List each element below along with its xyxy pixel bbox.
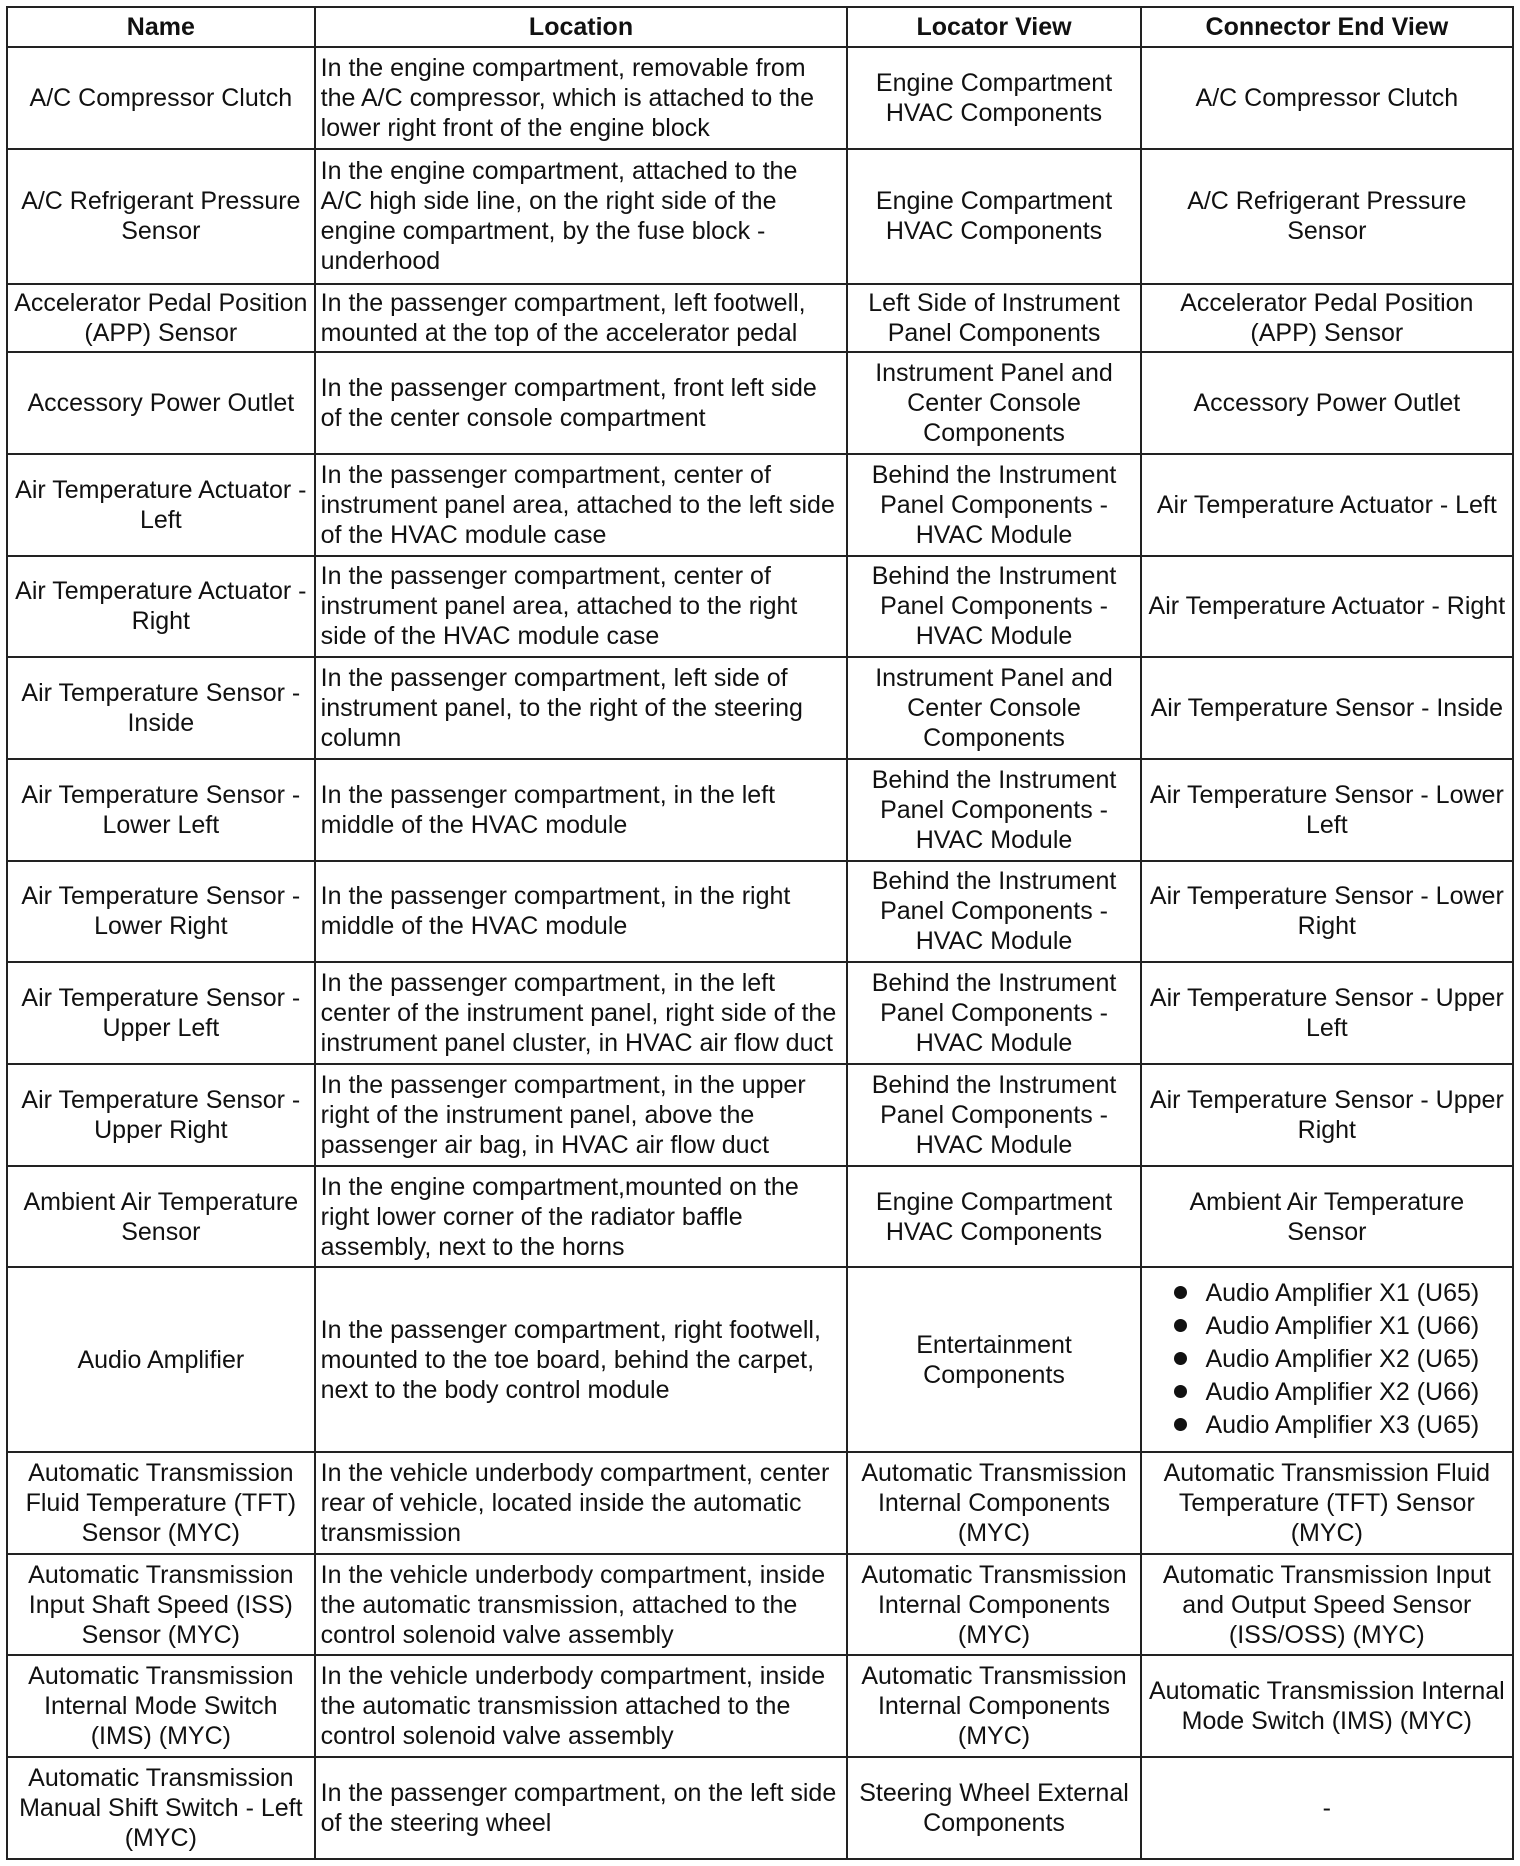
- component-name: Ambient Air Temperature Sensor: [7, 1166, 315, 1268]
- component-location: In the passenger compartment, center of instrument panel area, attached to the left side of the HVAC module case: [315, 454, 848, 556]
- connector-label: Ambient Air Temperature Sensor: [1189, 1187, 1465, 1246]
- bullet-icon: [1174, 1385, 1187, 1398]
- header-row: [7, 7, 1513, 47]
- locator-view: Behind the Instrument Panel Components - HVAC Module: [847, 556, 1140, 658]
- connector-end-view: [1141, 1166, 1513, 1268]
- component-name: Accelerator Pedal Position (APP) Sensor: [7, 284, 315, 353]
- locator-view: Behind the Instrument Panel Components - HVAC Module: [847, 454, 1140, 556]
- component-name: A/C Compressor Clutch: [7, 47, 315, 149]
- table-row: [7, 284, 1513, 353]
- connector-list-item: [1174, 1409, 1479, 1442]
- component-location: In the engine compartment, removable from the A/C compressor, which is attached to the lower right front of the engine block: [315, 47, 848, 149]
- connector-label: Automatic Transmission Fluid Temperature (TFT) Sensor (MYC): [1163, 1458, 1491, 1547]
- header-location: Location: [315, 7, 848, 47]
- bullet-icon: [1174, 1319, 1187, 1332]
- table-row: [7, 861, 1513, 963]
- connector-label: Audio Amplifier X2 (U66): [1205, 1378, 1480, 1407]
- table-row: [7, 962, 1513, 1064]
- table-row: [7, 1554, 1513, 1656]
- connector-end-view: [1141, 1757, 1513, 1859]
- locator-view: Instrument Panel and Center Console Components: [847, 657, 1140, 759]
- connector-label: Audio Amplifier X1 (U66): [1205, 1312, 1480, 1341]
- locator-view: Behind the Instrument Panel Components - HVAC Module: [847, 962, 1140, 1064]
- connector-label: A/C Compressor Clutch: [1195, 83, 1459, 112]
- connector-list-item: [1174, 1277, 1479, 1310]
- component-location: In the passenger compartment, center of instrument panel area, attached to the right side of the HVAC module case: [315, 556, 848, 658]
- connector-end-view: [1141, 47, 1513, 149]
- table-row: [7, 352, 1513, 454]
- locator-view: Engine Compartment HVAC Components: [847, 47, 1140, 149]
- table-row: [7, 1655, 1513, 1757]
- table-row: [7, 759, 1513, 861]
- locator-view: Engine Compartment HVAC Components: [847, 149, 1140, 284]
- table-row: [7, 454, 1513, 556]
- connector-list-item: [1174, 1376, 1479, 1409]
- component-locator-table: [6, 6, 1514, 1860]
- locator-view: Automatic Transmission Internal Components (MYC): [847, 1655, 1140, 1757]
- connector-end-view: [1141, 454, 1513, 556]
- table-row: [7, 1757, 1513, 1859]
- component-name: Air Temperature Sensor - Inside: [7, 657, 315, 759]
- connector-end-view: [1141, 149, 1513, 284]
- connector-list: [1174, 1277, 1479, 1442]
- locator-view: Engine Compartment HVAC Components: [847, 1166, 1140, 1268]
- component-name: Air Temperature Sensor - Upper Right: [7, 1064, 315, 1166]
- locator-view: Automatic Transmission Internal Components (MYC): [847, 1452, 1140, 1554]
- connector-label: -: [1322, 1794, 1331, 1823]
- locator-view: Automatic Transmission Internal Components (MYC): [847, 1554, 1140, 1656]
- table-row: [7, 149, 1513, 284]
- connector-end-view: [1141, 1655, 1513, 1757]
- connector-label: Accelerator Pedal Position (APP) Sensor: [1180, 288, 1474, 347]
- connector-label: Air Temperature Sensor - Lower Left: [1149, 780, 1504, 839]
- locator-view: Instrument Panel and Center Console Components: [847, 352, 1140, 454]
- connector-label: Automatic Transmission Internal Mode Switch (IMS) (MYC): [1148, 1677, 1505, 1736]
- component-location: In the engine compartment,mounted on the right lower corner of the radiator baffle assembly, next to the horns: [315, 1166, 848, 1268]
- component-location: In the vehicle underbody compartment, inside the automatic transmission, attached to the control solenoid valve assembly: [315, 1554, 848, 1656]
- component-name: A/C Refrigerant Pressure Sensor: [7, 149, 315, 284]
- component-location: In the passenger compartment, in the left center of the instrument panel, right side of the instrument panel cluster, in HVAC air flow duct: [315, 962, 848, 1064]
- component-name: Air Temperature Actuator - Right: [7, 556, 315, 658]
- component-name: Air Temperature Sensor - Lower Left: [7, 759, 315, 861]
- component-location: In the vehicle underbody compartment, inside the automatic transmission attached to the control solenoid valve assembly: [315, 1655, 848, 1757]
- component-location: In the passenger compartment, left footwell, mounted at the top of the accelerator pedal: [315, 284, 848, 353]
- component-name: Accessory Power Outlet: [7, 352, 315, 454]
- component-name: Air Temperature Actuator - Left: [7, 454, 315, 556]
- table-row: [7, 556, 1513, 658]
- connector-label: Air Temperature Actuator - Left: [1156, 490, 1497, 519]
- connector-end-view: [1141, 657, 1513, 759]
- component-name: Air Temperature Sensor - Lower Right: [7, 861, 315, 963]
- bullet-icon: [1174, 1418, 1187, 1431]
- connector-label: Audio Amplifier X2 (U65): [1205, 1345, 1480, 1374]
- connector-end-view: [1141, 759, 1513, 861]
- locator-view: Behind the Instrument Panel Components - HVAC Module: [847, 1064, 1140, 1166]
- connector-label: A/C Refrigerant Pressure Sensor: [1187, 187, 1467, 246]
- connector-label: Audio Amplifier X1 (U65): [1205, 1279, 1480, 1308]
- locator-view: Left Side of Instrument Panel Components: [847, 284, 1140, 353]
- connector-end-view: [1141, 1554, 1513, 1656]
- connector-end-view: [1141, 962, 1513, 1064]
- component-name: Automatic Transmission Input Shaft Speed (ISS) Sensor (MYC): [7, 1554, 315, 1656]
- locator-view: Behind the Instrument Panel Components - HVAC Module: [847, 861, 1140, 963]
- locator-view: Behind the Instrument Panel Components - HVAC Module: [847, 759, 1140, 861]
- locator-view: Entertainment Components: [847, 1267, 1140, 1452]
- connector-end-view: [1141, 284, 1513, 353]
- table-row: [7, 1267, 1513, 1452]
- connector-list-item: [1174, 1310, 1479, 1343]
- connector-end-view: [1141, 352, 1513, 454]
- component-name: Audio Amplifier: [7, 1267, 315, 1452]
- component-location: In the passenger compartment, on the left side of the steering wheel: [315, 1757, 848, 1859]
- component-location: In the passenger compartment, front left side of the center console compartment: [315, 352, 848, 454]
- connector-label: Air Temperature Actuator - Right: [1148, 592, 1506, 621]
- connector-label: Air Temperature Sensor - Upper Left: [1149, 984, 1504, 1043]
- locator-view: Steering Wheel External Components: [847, 1757, 1140, 1859]
- bullet-icon: [1174, 1286, 1187, 1299]
- component-name: Automatic Transmission Internal Mode Switch (IMS) (MYC): [7, 1655, 315, 1757]
- table-row: [7, 47, 1513, 149]
- connector-label: Audio Amplifier X3 (U65): [1205, 1411, 1480, 1440]
- table-body: [7, 47, 1513, 1859]
- table-row: [7, 1452, 1513, 1554]
- table-row: [7, 1064, 1513, 1166]
- component-name: Air Temperature Sensor - Upper Left: [7, 962, 315, 1064]
- connector-list-item: [1174, 1343, 1479, 1376]
- component-location: In the passenger compartment, in the right middle of the HVAC module: [315, 861, 848, 963]
- component-location: In the engine compartment, attached to the A/C high side line, on the right side of the engine compartment, by the fuse block - underhood: [315, 149, 848, 284]
- connector-label: Air Temperature Sensor - Upper Right: [1149, 1085, 1504, 1144]
- table-row: [7, 1166, 1513, 1268]
- connector-end-view: [1141, 556, 1513, 658]
- component-name: Automatic Transmission Manual Shift Switch - Left (MYC): [7, 1757, 315, 1859]
- table-row: [7, 657, 1513, 759]
- connector-label: Automatic Transmission Input and Output Speed Sensor (ISS/OSS) (MYC): [1162, 1560, 1491, 1649]
- component-location: In the passenger compartment, in the upper right of the instrument panel, above the passenger air bag, in HVAC air flow duct: [315, 1064, 848, 1166]
- bullet-icon: [1174, 1352, 1187, 1365]
- header-name: Name: [7, 7, 315, 47]
- component-location: In the passenger compartment, left side of instrument panel, to the right of the steering column: [315, 657, 848, 759]
- header-locator-view: Locator View: [847, 7, 1140, 47]
- connector-label: Air Temperature Sensor - Inside: [1150, 694, 1504, 723]
- component-location: In the passenger compartment, right footwell, mounted to the toe board, behind the carpet, next to the body control module: [315, 1267, 848, 1452]
- connector-end-view: [1141, 1267, 1513, 1452]
- component-name: Automatic Transmission Fluid Temperature (TFT) Sensor (MYC): [7, 1452, 315, 1554]
- component-location: In the passenger compartment, in the left middle of the HVAC module: [315, 759, 848, 861]
- connector-label: Air Temperature Sensor - Lower Right: [1149, 882, 1504, 941]
- connector-end-view: [1141, 1064, 1513, 1166]
- header-connector-end-view: Connector End View: [1141, 7, 1513, 47]
- component-location: In the vehicle underbody compartment, center rear of vehicle, located inside the automatic transmission: [315, 1452, 848, 1554]
- connector-label: Accessory Power Outlet: [1193, 388, 1461, 417]
- connector-end-view: [1141, 861, 1513, 963]
- connector-end-view: [1141, 1452, 1513, 1554]
